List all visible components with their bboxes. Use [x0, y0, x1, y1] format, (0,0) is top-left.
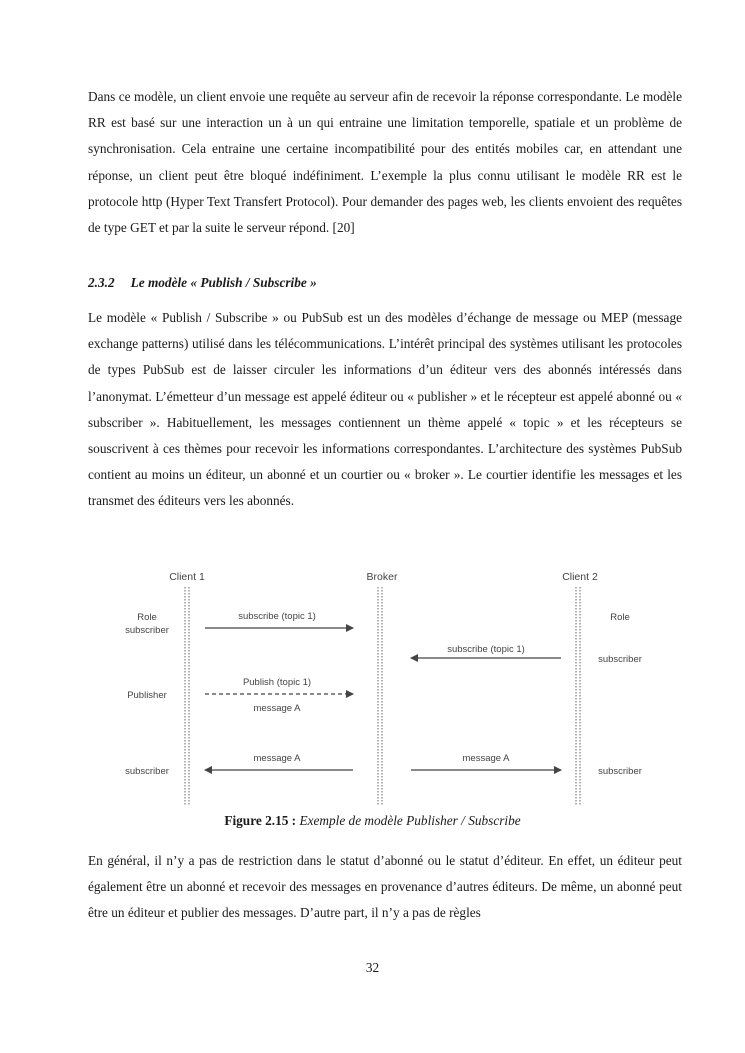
- figure-caption: [0, 813, 745, 829]
- section-heading: [88, 275, 317, 291]
- section-title: Le modèle « Publish / Subscribe »: [130, 275, 317, 290]
- lifeline-broker-label: Broker: [366, 571, 398, 583]
- right-label-subscriber-bottom: subscriber: [598, 766, 642, 777]
- section-number: 2.3.2: [88, 275, 115, 290]
- lifeline-client2: [576, 587, 580, 805]
- figure-caption-label: Figure 2.15 :: [224, 813, 297, 828]
- msg-publish-message-a: message A: [253, 703, 301, 714]
- paragraph-roles: En général, il n’y a pas de restriction dans le statut d’abonné ou le statut d’éditeur. En effet, un éditeur peut également être un abonné et recevoir des messages en provenance d’autres éditeurs. De même, un abonné peut être un éditeur et publier des messages. D’autre part, il n’y a pas de règles: [88, 853, 682, 921]
- msg-publish-label: Publish (topic 1): [242, 677, 312, 688]
- page-number: 32: [365, 960, 380, 975]
- msg-subscribe-client2-label: subscribe (topic 1): [447, 644, 525, 655]
- lifeline-broker: [378, 587, 382, 805]
- paragraph-pubsub-intro: Le modèle « Publish / Subscribe » ou PubSub est un des modèles d’échange de message ou MEP (message exchange patterns) utilisé dans les télécommunications. L’intérêt principal des systèmes utilisant les protocoles de types PubSub est de laisser circuler les informations d’un éditeur vers des abonnés intéressés dans l’anonymat. L’émetteur d’un message est appelé éditeur ou « publisher » et le récepteur est appelé abonné ou « subscriber ». Habituellement, les messages contiennent un thème appelé « topic » et les récepteurs se souscrivent à ces thèmes pour recevoir les informations correspondantes. L’architecture des systèmes PubSub contient au moins un éditeur, un abonné et un courtier ou « broker ». Le courtier identifie les messages et les transmet des éditeurs vers les abonnés.: [88, 310, 682, 509]
- left-label-subscriber-bottom: subscriber: [125, 766, 169, 777]
- figure-caption-text: Exemple de modèle Publisher / Subscribe: [299, 813, 521, 828]
- left-label-subscriber: subscriber: [125, 625, 169, 636]
- pubsub-sequence-diagram: [115, 563, 655, 808]
- lifeline-client1: [185, 587, 189, 805]
- left-label-role: Role: [137, 612, 157, 623]
- paragraph-request-response: Dans ce modèle, un client envoie une requête au serveur afin de recevoir la réponse correspondante. Le modèle RR est basé sur une interaction un à un qui entraine une limitation temporelle, spatiale et un problème de synchronisation. Cela entraine une certaine incompatibilité pour des entités mobiles car, en attendant une réponse, un client peut être bloqué indéfiniment. L’exemple la plus connu utilisant le modèle RR est le protocole http (Hyper Text Transfert Protocol). Pour demander des pages web, les clients envoient des requêtes de type GET et par la suite le serveur répond. [20]: [88, 89, 682, 236]
- msg-deliver-client2-label: message A: [462, 753, 510, 764]
- msg-deliver-client1-label: message A: [253, 753, 301, 764]
- msg-subscribe-client1-label: subscribe (topic 1): [238, 611, 316, 622]
- lifeline-client1-label: Client 1: [169, 571, 205, 583]
- right-label-role: Role: [610, 612, 630, 623]
- lifeline-client2-label: Client 2: [562, 571, 598, 583]
- right-label-subscriber: subscriber: [598, 654, 642, 665]
- left-label-publisher: Publisher: [127, 690, 167, 701]
